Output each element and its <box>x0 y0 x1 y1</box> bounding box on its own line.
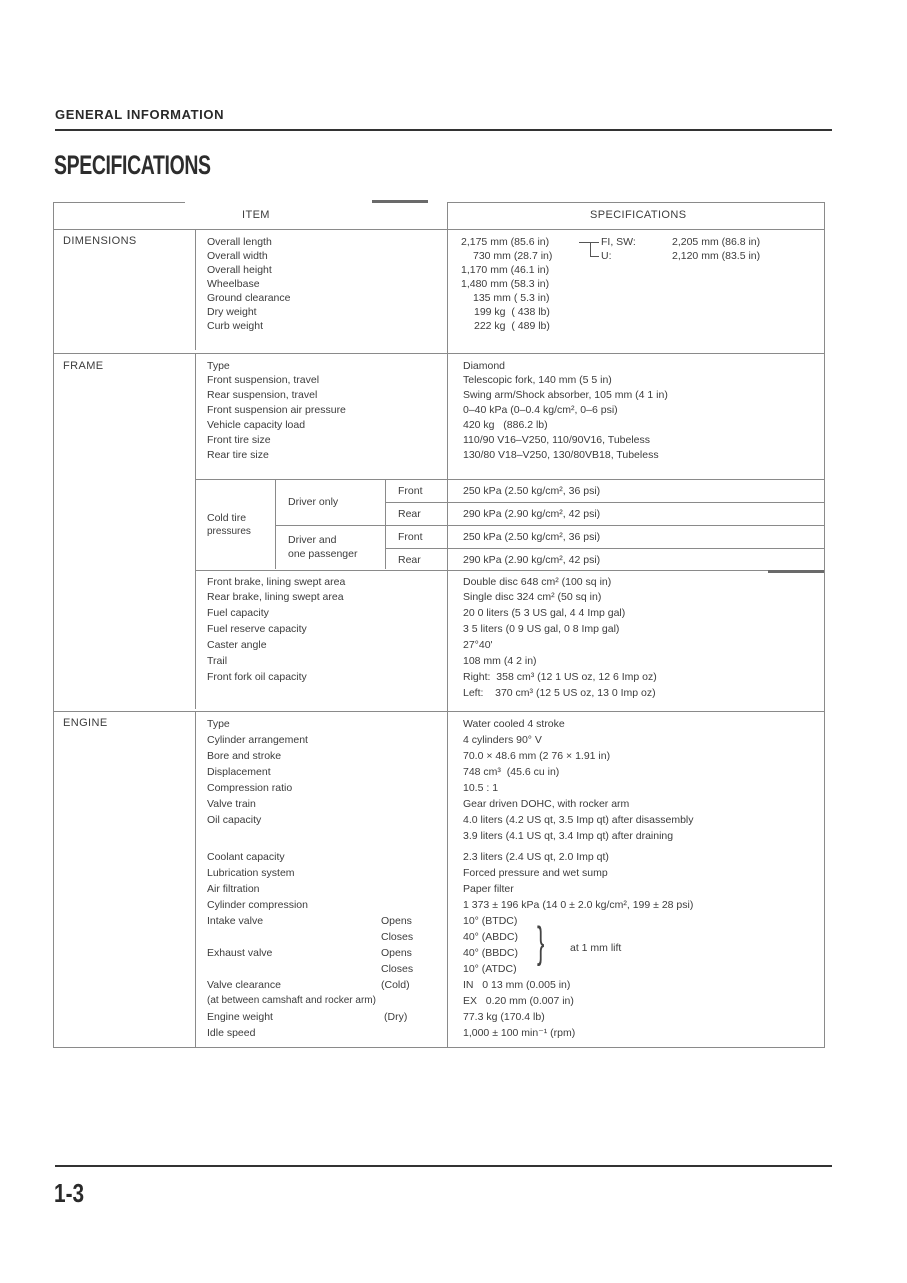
spec-value: 222 kg ( 489 lb) <box>474 320 550 332</box>
category-frame: FRAME <box>63 360 104 372</box>
tire-grid-top <box>196 479 825 480</box>
item-label: Curb weight <box>207 320 264 332</box>
bracket-connector <box>590 242 591 256</box>
spec-value: Paper filter <box>463 883 514 895</box>
item-label: Wheelbase <box>207 278 260 290</box>
bracket-connector <box>590 256 599 257</box>
spec-value: Forced pressure and wet sump <box>463 867 608 879</box>
tire-grid-v1 <box>275 479 276 569</box>
spec-value: Left: 370 cm³ (12 5 US oz, 13 0 Imp oz) <box>463 687 656 699</box>
item-label: Fuel capacity <box>207 607 269 619</box>
item-sublabel: Opens <box>381 915 412 927</box>
table-top-left <box>53 202 185 203</box>
spec-value: Telescopic fork, 140 mm (5 5 in) <box>463 374 612 386</box>
spec-value: 135 mm ( 5.3 in) <box>473 292 550 304</box>
tire-pressure-value: 250 kPa (2.50 kg/cm², 36 psi) <box>463 485 601 497</box>
spec-value: 748 cm³ (45.6 cu in) <box>463 766 560 778</box>
spec-value: 130/80 V18–V250, 130/80VB18, Tubeless <box>463 449 659 461</box>
spec-value: 730 mm (28.7 in) <box>473 250 553 262</box>
item-label: Overall length <box>207 236 272 248</box>
spec-value: 1,170 mm (46.1 in) <box>461 264 550 276</box>
spec-value: 40° (BBDC) <box>463 947 518 959</box>
spec-value: Double disc 648 cm² (100 sq in) <box>463 576 612 588</box>
item-label: Caster angle <box>207 639 267 651</box>
spec-value: 1,000 ± 100 min⁻¹ (rpm) <box>463 1027 576 1039</box>
table-top-right <box>447 202 825 203</box>
front-label: Front <box>398 485 423 497</box>
spec-col-divider <box>447 202 448 1047</box>
header-rule <box>55 129 832 131</box>
item-sublabel: Opens <box>381 947 412 959</box>
tire-grid-v2 <box>385 479 386 569</box>
brace-icon: } <box>537 918 545 967</box>
table-right-border <box>824 202 825 1047</box>
spec-value: Single disc 324 cm² (50 sq in) <box>463 591 602 603</box>
tire-pressure-label: pressures <box>207 526 251 537</box>
spec-value: 70.0 × 48.6 mm (2 76 × 1.91 in) <box>463 750 611 762</box>
spec-value: 77.3 kg (170.4 lb) <box>463 1011 545 1023</box>
scan-mark <box>372 200 428 203</box>
spec-value: 108 mm (4 2 in) <box>463 655 537 667</box>
rear-label: Rear <box>398 508 421 520</box>
spec-value: Swing arm/Shock absorber, 105 mm (4 1 in) <box>463 389 668 401</box>
variant-value: 2,205 mm (86.8 in) <box>672 236 761 248</box>
spec-value: 3 5 liters (0 9 US gal, 0 8 Imp gal) <box>463 623 620 635</box>
item-label: Lubrication system <box>207 867 295 879</box>
item-label: Rear suspension, travel <box>207 389 318 401</box>
item-label: Fuel reserve capacity <box>207 623 307 635</box>
spec-value: Water cooled 4 stroke <box>463 718 565 730</box>
item-label: Dry weight <box>207 306 257 318</box>
tire-pressure-value: 290 kPa (2.90 kg/cm², 42 psi) <box>463 554 601 566</box>
category-engine: ENGINE <box>63 717 108 729</box>
item-label: Type <box>207 360 230 372</box>
item-label: Air filtration <box>207 883 260 895</box>
driver-passenger-label: Driver and <box>288 534 337 546</box>
column-header-item: ITEM <box>242 209 270 221</box>
spec-value: 110/90 V16–V250, 110/90V16, Tubeless <box>463 434 651 446</box>
item-label: Rear brake, lining swept area <box>207 591 344 603</box>
footer-rule <box>55 1165 832 1167</box>
item-label: Oil capacity <box>207 814 262 826</box>
item-label: Idle speed <box>207 1027 256 1039</box>
scan-mark <box>768 570 824 573</box>
item-label: Engine weight <box>207 1011 273 1023</box>
item-label: Coolant capacity <box>207 851 285 863</box>
spec-value: 1 373 ± 196 kPa (14 0 ± 2.0 kg/cm², 199 ± 28 psi) <box>463 899 694 911</box>
tire-grid-bottom <box>196 570 825 571</box>
item-label: Front tire size <box>207 434 271 446</box>
spec-value: 27°40' <box>463 639 493 651</box>
page-number: 1-3 <box>54 1178 85 1208</box>
page-title: SPECIFICATIONS <box>54 150 211 180</box>
spec-value: 4.0 liters (4.2 US qt, 3.5 Imp qt) after disassembly <box>463 814 694 826</box>
item-label: Front brake, lining swept area <box>207 576 346 588</box>
spec-value: Diamond <box>463 360 506 372</box>
item-col-divider-engine <box>195 712 196 1047</box>
spec-value: 2.3 liters (2.4 US qt, 2.0 Imp qt) <box>463 851 609 863</box>
spec-value: 40° (ABDC) <box>463 931 518 943</box>
tire-pressure-value: 290 kPa (2.90 kg/cm², 42 psi) <box>463 508 601 520</box>
valve-timing-note: at 1 mm lift <box>570 942 622 954</box>
item-label: Exhaust valve <box>207 947 273 959</box>
spec-value: 199 kg ( 438 lb) <box>474 306 550 318</box>
bracket-connector <box>579 242 599 243</box>
spec-value: 4 cylinders 90° V <box>463 734 542 746</box>
item-sublabel: Closes <box>381 931 414 943</box>
table-left-border <box>53 202 54 1047</box>
tire-pressure-value: 250 kPa (2.50 kg/cm², 36 psi) <box>463 531 601 543</box>
header-bottom-rule <box>53 229 825 230</box>
item-label: Rear tire size <box>207 449 269 461</box>
spec-value: EX 0.20 mm (0.007 in) <box>463 995 574 1007</box>
spec-value: IN 0 13 mm (0.005 in) <box>463 979 571 991</box>
item-sublabel: (Dry) <box>384 1011 408 1023</box>
item-label: Cylinder compression <box>207 899 308 911</box>
spec-value: 3.9 liters (4.1 US qt, 3.4 Imp qt) after draining <box>463 830 674 842</box>
item-sublabel: (Cold) <box>381 979 410 991</box>
item-col-divider-dim <box>195 230 196 350</box>
tire-grid-h2 <box>276 525 825 526</box>
spec-value: 20 0 liters (5 3 US gal, 4 4 Imp gal) <box>463 607 626 619</box>
item-label: (at between camshaft and rocker arm) <box>207 995 376 1006</box>
item-label: Overall width <box>207 250 268 262</box>
spec-value: 10.5 : 1 <box>463 782 499 794</box>
spec-value: 10° (BTDC) <box>463 915 518 927</box>
category-dimensions: DIMENSIONS <box>63 235 137 247</box>
spec-value: 10° (ATDC) <box>463 963 517 975</box>
item-col-divider-frame <box>195 354 196 709</box>
variant-value: 2,120 mm (83.5 in) <box>672 250 761 262</box>
front-label: Front <box>398 531 423 543</box>
table-bottom-rule <box>53 1047 825 1048</box>
spec-value: 1,480 mm (58.3 in) <box>461 278 550 290</box>
driver-only-label: Driver only <box>288 496 339 508</box>
item-label: Displacement <box>207 766 271 778</box>
item-label: Intake valve <box>207 915 264 927</box>
tire-pressure-label: Cold tire <box>207 512 247 524</box>
tire-grid-h1 <box>386 502 825 503</box>
item-label: Front suspension, travel <box>207 374 320 386</box>
variant-label: U: <box>601 250 612 262</box>
variant-label: FI, SW: <box>601 236 636 248</box>
driver-passenger-label: one passenger <box>288 548 358 560</box>
tire-grid-h3 <box>386 548 825 549</box>
spec-value: 2,175 mm (85.6 in) <box>461 236 550 248</box>
item-label: Overall height <box>207 264 272 276</box>
item-sublabel: Closes <box>381 963 414 975</box>
spec-value: 420 kg (886.2 lb) <box>463 419 548 431</box>
item-label: Valve clearance <box>207 979 281 991</box>
item-label: Trail <box>207 655 228 667</box>
item-label: Valve train <box>207 798 256 810</box>
spec-value: Right: 358 cm³ (12 1 US oz, 12 6 Imp oz) <box>463 671 657 683</box>
spec-value: Gear driven DOHC, with rocker arm <box>463 798 630 810</box>
item-label: Vehicle capacity load <box>207 419 306 431</box>
item-label: Compression ratio <box>207 782 293 794</box>
item-label: Front suspension air pressure <box>207 404 346 416</box>
item-label: Ground clearance <box>207 292 291 304</box>
dimensions-bottom-rule <box>53 353 825 354</box>
column-header-specifications: SPECIFICATIONS <box>590 209 687 221</box>
item-label: Front fork oil capacity <box>207 671 307 683</box>
rear-label: Rear <box>398 554 421 566</box>
section-header: GENERAL INFORMATION <box>55 107 225 122</box>
frame-bottom-rule <box>53 711 825 712</box>
item-label: Bore and stroke <box>207 750 282 762</box>
spec-value: 0–40 kPa (0–0.4 kg/cm², 0–6 psi) <box>463 404 618 416</box>
item-label: Cylinder arrangement <box>207 734 308 746</box>
item-label: Type <box>207 718 230 730</box>
